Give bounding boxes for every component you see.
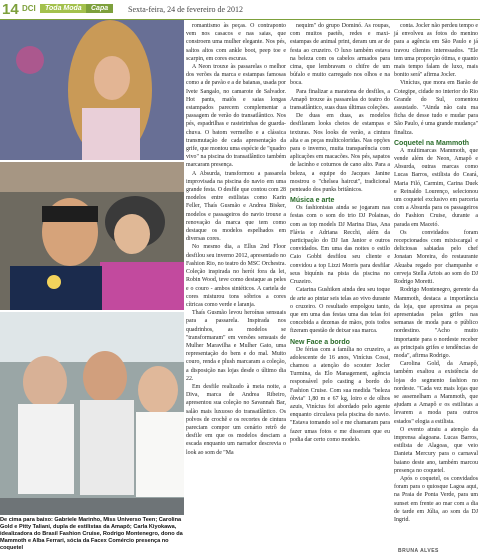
paragraph: O evento atraiu a atenção da imprensa alagoana. Lucas Barros, estilista de Alagoas, que veio Danieta Mercury para o carnaval baiano deste ano, também marcou presença no coquetel. bbox=[394, 426, 478, 474]
paragraph: De férias com a família no cruzeiro, a adolescente de 16 anos, Vinícius Cossi, chamou a atenção do scouter Jocler Turmina, da Elo Management, agência responsável pelo casting a bordo do Fashion Cruise. Com sua medida "beleza óbvia" 1,80 m e 67 kg, loiro e de olhos azuis, Vinícius foi abordado pelo agente enquanto circulava pela piscina do navio. "Estava tomando sol e me chamaram para fazer umas fotos e me disseram que eu podia dar certo como modelo. bbox=[290, 346, 390, 443]
page-number: 14 bbox=[2, 1, 19, 18]
article-column-3 bbox=[394, 22, 478, 524]
publication-name: DCI bbox=[22, 4, 36, 13]
section-sublabel: Capa bbox=[86, 4, 113, 13]
paragraph: Vinícius, que mora em Barão de Cotegipe, cidade no interior do Rio Grande do Sul, comentou assustado. "Ainda não caiu ma ficha de desse tudo e mudar para São Paulo, é uma grande mudança" finaliza. bbox=[394, 80, 478, 136]
paragraph: A multimarcas Mammoth, que vende além de Neon, Amapô e Absurda, outras marcas como Lucas Barros, estilista do Ceará, Maria Filó, Carmim, Carina Duek e Reinaldo Lourenço, selecionou um coquetel exclusivo em parceria com a Absurda para os passageiros do Fashion Cruise, durante a parada em Maceió. bbox=[394, 147, 478, 228]
paragraph: Os fashionistas ainda se jogaram nas festas com o som do trio DJ Polainas, com as top models DJ Marina Dias, Ana Flávia e Adriana Recchi, além da participação do DJ Ian Janior e outros convidados. Em uma das noites o estilo Caio Gobbi desfilou seu cliente e convidou a top Lizzi Morris para desfilar seus biquínis na pista da piscina no Cruzeiro. bbox=[290, 205, 390, 286]
photo-strip bbox=[0, 20, 184, 515]
article-column-2 bbox=[290, 22, 390, 444]
photo-coquetel-guests bbox=[0, 312, 184, 515]
article-column-1 bbox=[186, 22, 286, 457]
paragraph: conta. Jocler não perdeu tempo e já envolveu as fotos do menino para a agência em São Paulo e já travou clientes interessados. "Ele tem uma proporção ótima, e quanto mais tempo falam de luxo, mais bonito será" afirma Jocler. bbox=[394, 23, 478, 79]
section-label: Toda Moda bbox=[40, 4, 87, 13]
photo-amapo-designers bbox=[0, 162, 184, 310]
paragraph: Em desfile realizado à meia noite, a Diva, marca de Andrea Ribeiro, apresentou sua coleção no Savannah Bar, salão mais luxuoso do transatlântico. Os polvos de crochê e os recortes de cintura pareciam compor um cenário retrô de desfile em que os modelos desciam a escada enquanto um narrador descrevia o look ao som de "Ma bbox=[186, 383, 286, 456]
page-header bbox=[0, 0, 480, 20]
paragraph: Após o coquetel, os convidados foram para o quiosque Lagoa aqui, na Praia de Ponta Verde, para um sunset em frente ao mar com a dia de tarde em Júlia, ao som da DJ Ingrid. bbox=[394, 475, 478, 523]
paragraph: Thaís Gusmão levou heroínas sensuais para a passarela. Inspirada nos quadrinhos, as modelos se "transformaram" em versões sensuais de Mulher Maravilha e Mulher Gato, uma representação do bem e do mal. Muito couro, renda e plush marcaram a coleção, a disposição nas lojas desde o último dia 22. bbox=[186, 310, 286, 382]
paragraph: nequim" do grupo Dominó. As roupas, com muitos paetês, redes e maxi-estampas de animal print, deram um ar de festa ao cruzeiro. O luxo também estava na beleza com os cabelos armados para cima, que lembravam o chifre de um búfalo e muito carregado nos olhos e na boca. bbox=[290, 23, 390, 87]
issue-date: Sexta-feira, 24 de fevereiro de 2012 bbox=[128, 5, 244, 14]
subheading-new-face: New Face a bordo bbox=[290, 338, 350, 346]
subheading-musica: Música e arte bbox=[290, 197, 335, 205]
paragraph: Os convidados foram recepcionados com mixiscargal e deliciosas sabiadas pelo chef Jonatan Moreira, do restaurante Akuaba regado por champanhe e cerveja Stella Artois ao som do DJ Rodrigo Moretti. bbox=[394, 229, 478, 286]
paragraph: romantismo às peças. O contraponto vem nos casacos e nas saias, que constroem uma mulher elegante. Nos pés, saltos altos com ankle boot, peep toe e scarpin, em cores escuras. bbox=[186, 23, 286, 62]
paragraph: Para finalizar a maratona de desfiles, a Amapô trouxe às passarelas do teatro do transatlântico, suas duas últimas coleções. bbox=[290, 88, 390, 112]
paragraph: Rodrigo Montenegro, gerente da Mammoth, destaca a importância da loja, que aproxima as peças apresentadas pelas grifes nas semanas de moda para o público nordestino. "Acho muito importante para o nordeste receber as principais grifes e tendências de moda", afirma Rodrigo. bbox=[394, 287, 478, 359]
byline: BRUNA ALVES bbox=[398, 548, 439, 554]
paragraph: A Absurda, transformou a passarela improvisada na piscina do navio em uma grande festa. O desfile que contou com 28 modelos entre estilistas como Karin Feller, Thaís Gusmão e Andrea Bisker, modelos e passageiros do navio trouxe a renovação da marca que tem como destaque os modelos espelhados em diversas cores. bbox=[186, 170, 286, 243]
photo-miss-universo-teen bbox=[0, 20, 184, 160]
paragraph: Catarina Gushiken ainda deu seu toque de arte ao pintar seis telas ao vivo durante o cruzeiro. O resultado empolgou tanto, que em uma das festas uma das telas foi concebida a dezenas de mãos, pois todos fizeram questão de deixar sua marca. bbox=[290, 287, 390, 335]
paragraph: No mesmo dia, a Ellus 2nd Floor desfilou seu inverno 2012, apresentado no Fashion Rio, no teatro do MSC Orchestra. Coleção inspirada no herói fora da lei, Robin Wood, teve como destaque as peles e o couro - ambos sintéticos. A cartela de cores misturou tons sóbrios a cores cítricas como verde e laranja. bbox=[186, 244, 286, 308]
photo-caption: De cima para baixo: Gabriele Marinho, Miss Universo Teen; Carolina Gold e Pitty Taliani, dupla de estilistas da Amapô; Carla Kiyokawa, idealizadora do Brasil Fashion Cruise, Rodrigo Montenegro, dono da Mammoth e Alba Ferrari, sócia da Facex Comércio presença no coquetel bbox=[0, 517, 183, 552]
paragraph: De duas em duas, as modelos desfilaram looks cheios de estampas e texturas. Nos looks de verão, a cintura alta e as peças multicoloridas. Nas opções para o inverno, muita transparência com aplicações em macacões. Nos pés, sapatos de lacinho e coturnos de cano alto. Para a beleza, a equipe do Jacques Janine mostrou o "chelsea haircut", tradicional penteado dos punks britânicos. bbox=[290, 113, 390, 194]
paragraph: Carolina Gold, da Amapô, também exaltou a existência de lojas do segmento fashion no nordeste. "Cada vez mais lojas que se assemelham a Mammoth, que ajudam a Amapô e os estilistas a levarem a moda para outros estados" elogia a estilista. bbox=[394, 361, 478, 425]
paragraph: A Neon trouxe às passarelas o melhor dos verões da marca e estampas famosas como a de pavão e a de baianas, usada por Ivete Sangalo, no camarote de Salvador. Hot pants, maiôs e saias longas estampados parecem complementar a passagem de verão do transatlântico. Nos pés, espadrilhas e rasteirinhas de guarda-chuva. O batom vermelho e a clássica transmutação de cada apresentação da grife, que montou uma espécie de "quadro vivo" na piscina do transatlântico também marcaram presença. bbox=[186, 64, 286, 169]
subheading-mammoth: Coquetel na Mammoth bbox=[394, 139, 470, 147]
